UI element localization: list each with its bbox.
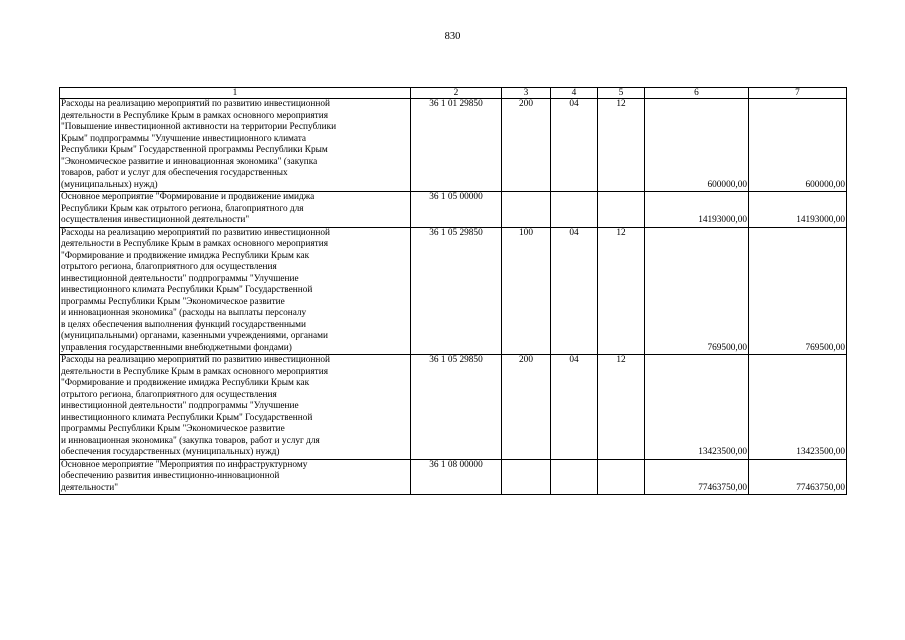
- row-expense-type: 200: [502, 355, 551, 460]
- row-section: 04: [551, 227, 598, 355]
- row-amount-6: 13423500,00: [645, 355, 749, 460]
- row-description: Расходы на реализацию мероприятий по развитию инвестиционной деятельности в Республике Крым в рамках основного мероприятия "Формирование и продвижение имиджа Республики Крым как отрытого региона, благоприятного для осуществления инвестиционной деятельности" подпрограммы "Улучшение инвестиционного климата Республики Крым" Государственной программы Республики Крым "Экономическое развитие и инновационная экономика" (закупка товаров, работ и услуг для обеспечения государственных (муниципальных) нужд): [60, 355, 411, 460]
- row-amount-7: 14193000,00: [749, 192, 847, 228]
- row-target-code: 36 1 05 00000: [411, 192, 502, 228]
- row-subsection: [598, 192, 645, 228]
- row-section: [551, 459, 598, 495]
- table-row: [60, 355, 847, 460]
- row-subsection: 12: [598, 99, 645, 192]
- table-row: [60, 99, 847, 192]
- header-cell-2: 2: [411, 88, 502, 99]
- header-cell-5: 5: [598, 88, 645, 99]
- page-number: 830: [444, 31, 461, 42]
- row-expense-type: 200: [502, 99, 551, 192]
- header-cell-3: 3: [502, 88, 551, 99]
- row-subsection: 12: [598, 227, 645, 355]
- row-amount-7: 769500,00: [749, 227, 847, 355]
- row-description: Основное мероприятие "Формирование и продвижение имиджа Республики Крым как отрытого региона, благоприятного для осуществления инвестиционной деятельности": [60, 192, 411, 228]
- header-cell-4: 4: [551, 88, 598, 99]
- row-amount-6: 14193000,00: [645, 192, 749, 228]
- row-expense-type: [502, 192, 551, 228]
- header-cell-6: 6: [645, 88, 749, 99]
- row-target-code: 36 1 01 29850: [411, 99, 502, 192]
- row-expense-type: 100: [502, 227, 551, 355]
- row-target-code: 36 1 05 29850: [411, 227, 502, 355]
- table-row: [60, 459, 847, 495]
- row-amount-7: 13423500,00: [749, 355, 847, 460]
- row-expense-type: [502, 459, 551, 495]
- row-section: [551, 192, 598, 228]
- row-amount-6: 77463750,00: [645, 459, 749, 495]
- header-cell-1: 1: [60, 88, 411, 99]
- row-amount-7: 600000,00: [749, 99, 847, 192]
- header-cell-7: 7: [749, 88, 847, 99]
- table-row: [60, 227, 847, 355]
- table-body: [60, 88, 847, 495]
- row-section: 04: [551, 99, 598, 192]
- row-description: Расходы на реализацию мероприятий по развитию инвестиционной деятельности в Республике Крым в рамках основного мероприятия "Повышение инвестиционной активности на территории Республики Крым" подпрограммы "Улучшение инвестиционного климата Республики Крым" Государственной программы Республики Крым "Экономическое развитие и инновационная экономика" (закупка товаров, работ и услуг для обеспечения государственных (муниципальных) нужд): [60, 99, 411, 192]
- row-target-code: 36 1 05 29850: [411, 355, 502, 460]
- row-amount-6: 769500,00: [645, 227, 749, 355]
- header-row: [60, 88, 847, 99]
- row-description: Расходы на реализацию мероприятий по развитию инвестиционной деятельности в Республике Крым в рамках основного мероприятия "Формирование и продвижение имиджа Республики Крым как отрытого региона, благоприятного для осуществления инвестиционной деятельности" подпрограммы "Улучшение инвестиционного климата Республики Крым" Государственной программы Республики Крым "Экономическое развитие и инновационная экономика" (расходы на выплаты персоналу в целях обеспечения выполнения функций государственными (муниципальными) органами, казенными учреждениями, органами управления государственными внебюджетными фондами): [60, 227, 411, 355]
- row-description: Основное мероприятие "Мероприятия по инфраструктурному обеспечению развития инвестиционно-инновационной деятельности": [60, 459, 411, 495]
- row-amount-7: 77463750,00: [749, 459, 847, 495]
- table-row: [60, 192, 847, 228]
- row-subsection: [598, 459, 645, 495]
- budget-table: [59, 87, 847, 495]
- row-target-code: 36 1 08 00000: [411, 459, 502, 495]
- row-subsection: 12: [598, 355, 645, 460]
- row-section: 04: [551, 355, 598, 460]
- row-amount-6: 600000,00: [645, 99, 749, 192]
